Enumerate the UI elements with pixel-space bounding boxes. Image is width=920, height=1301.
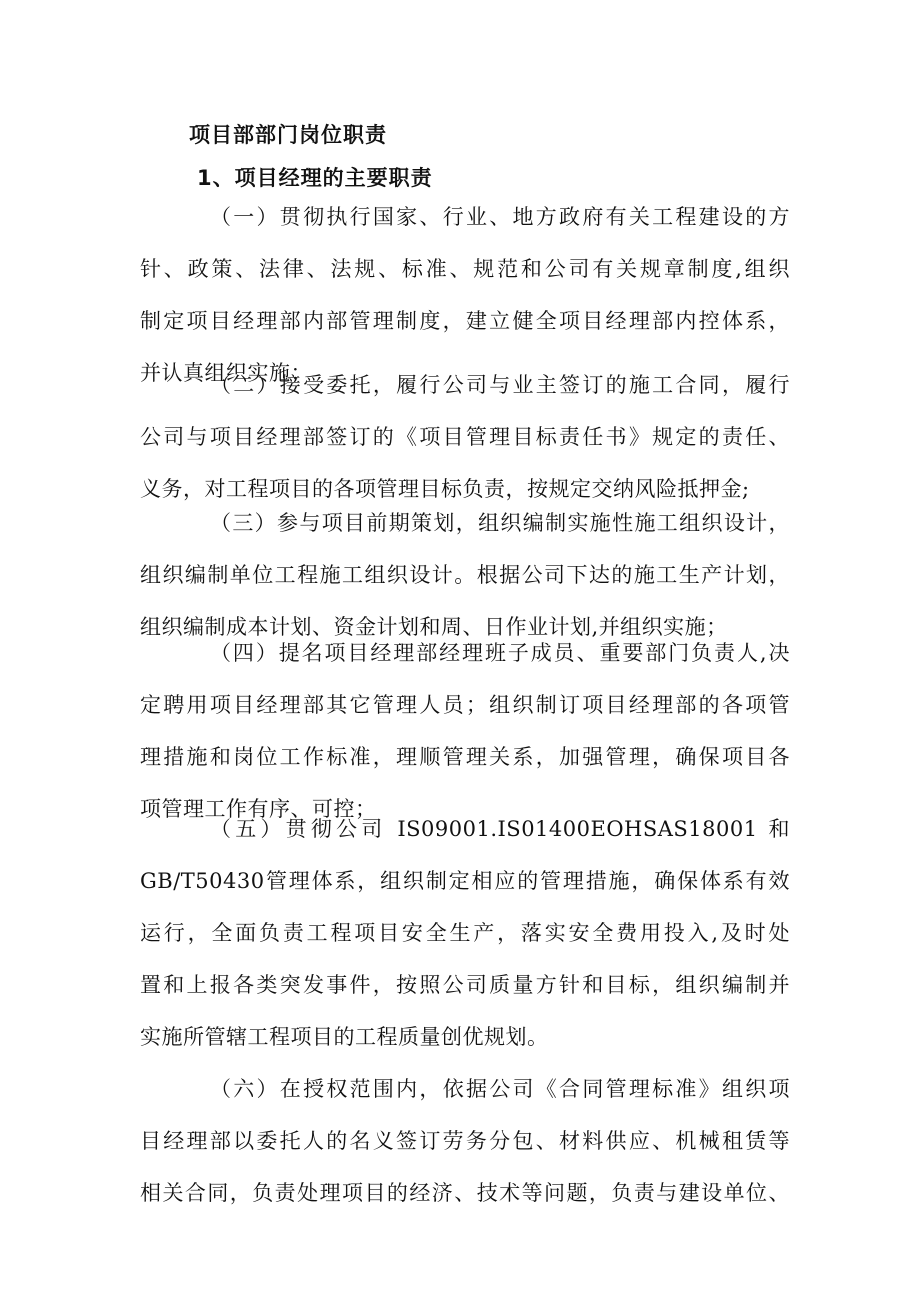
paragraph-line: 运行，全面负责工程项目安全生产，落实安全费用投入,及时处 bbox=[140, 921, 790, 945]
paragraph-line: 针、政策、法律、法规、标准、规范和公司有关规章制度,组织 bbox=[140, 257, 790, 281]
paragraph-5 bbox=[140, 803, 790, 1063]
paragraph-line: 并认真组织实施； bbox=[140, 361, 312, 385]
paragraph-line: 实施所管辖工程项目的工程质量创优规划。 bbox=[140, 1025, 549, 1049]
paragraph-line: （五）贯彻公司 IS09001.IS01400EOHSAS18001 和 bbox=[210, 817, 790, 841]
paragraph-line: 组织编制成本计划、资金计划和周、日作业计划,并组织实施； bbox=[140, 615, 728, 639]
paragraph-line: （四）提名项目经理部经理班子成员、重要部门负责人,决 bbox=[210, 641, 790, 665]
paragraph-line: （一）贯彻执行国家、行业、地方政府有关工程建设的方 bbox=[210, 205, 790, 229]
paragraph-line: 项管理工作有序、可控； bbox=[140, 797, 377, 821]
paragraph-line: 公司与项目经理部签订的《项目管理目标责任书》规定的责任、 bbox=[140, 425, 790, 449]
paragraph-line: （三）参与项目前期策划，组织编制实施性施工组织设计， bbox=[210, 511, 790, 535]
paragraph-line: 定聘用项目经理部其它管理人员；组织制订项目经理部的各项管 bbox=[140, 693, 790, 717]
paragraph-line: 制定项目经理部内部管理制度，建立健全项目经理部内控体系， bbox=[140, 309, 790, 333]
document-title: 项目部部门岗位职责 bbox=[189, 123, 387, 147]
paragraph-6 bbox=[140, 1063, 790, 1219]
paragraph-line: 目经理部以委托人的名义签订劳务分包、材料供应、机械租赁等 bbox=[140, 1129, 790, 1153]
paragraph-line: （二）接受委托，履行公司与业主签订的施工合同，履行 bbox=[210, 373, 790, 397]
paragraph-line: 理措施和岗位工作标准，理顺管理关系，加强管理，确保项目各 bbox=[140, 745, 790, 769]
paragraph-line: GB/T50430管理体系，组织制定相应的管理措施，确保体系有效 bbox=[140, 869, 790, 893]
section-heading: 1、项目经理的主要职责 bbox=[197, 166, 433, 190]
paragraph-line: 义务，对工程项目的各项管理目标负责，按规定交纳风险抵押金; bbox=[140, 477, 750, 501]
paragraph-line: 组织编制单位工程施工组织设计。根据公司下达的施工生产计划， bbox=[140, 563, 790, 587]
paragraph-2 bbox=[140, 359, 790, 515]
paragraph-line: 置和上报各类突发事件，按照公司质量方针和目标，组织编制并 bbox=[140, 973, 790, 997]
paragraph-line: 相关合同，负责处理项目的经济、技术等问题，负责与建设单位、 bbox=[140, 1181, 790, 1205]
paragraph-line: （六）在授权范围内，依据公司《合同管理标准》组织项 bbox=[210, 1077, 790, 1101]
